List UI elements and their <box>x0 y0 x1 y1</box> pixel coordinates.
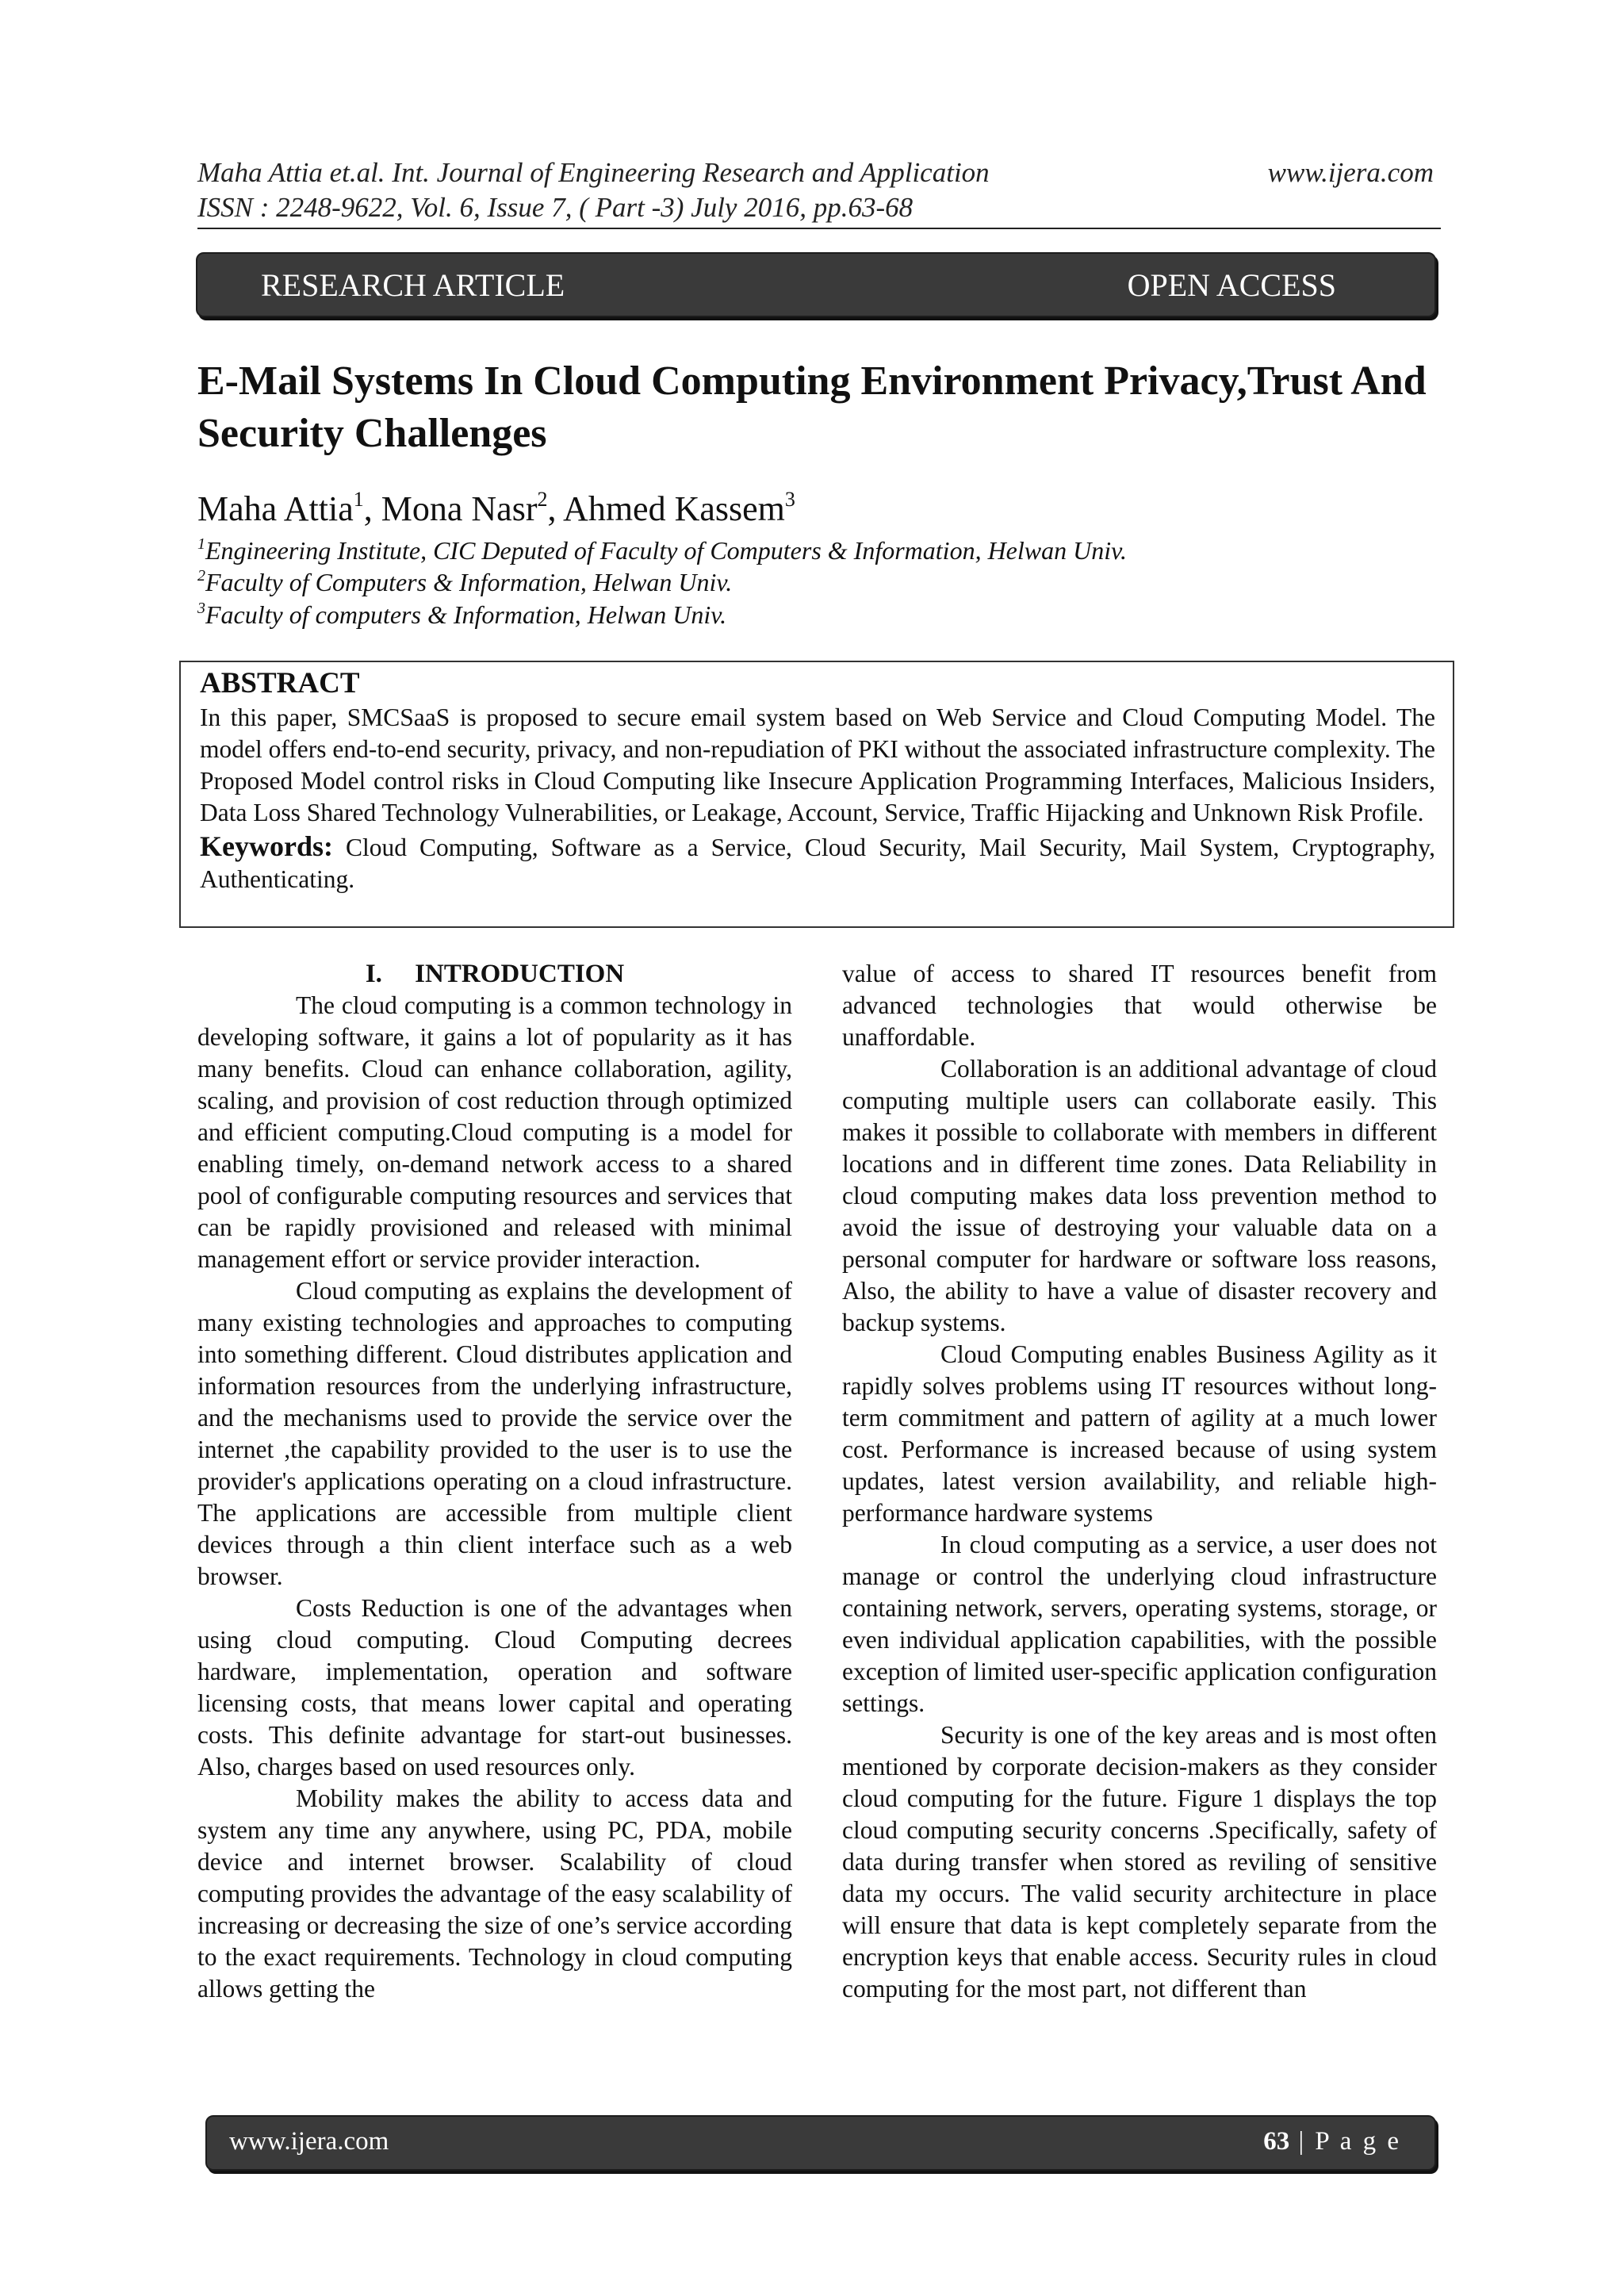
paragraph: In cloud computing as a service, a user does not manage or control the underlying cloud infrastructure containing network, servers, operating systems, storage, or even individual application capabilities, with the possible exception of limited user-specific application configuration settings. <box>842 1531 1437 1717</box>
author-separator: , <box>547 489 564 528</box>
journal-website[interactable]: www.ijera.com <box>1267 157 1434 188</box>
affiliation-text: Faculty of Computers & Information, Helwan Univ. <box>205 568 733 596</box>
page-footer <box>205 2115 1436 2171</box>
footer-website[interactable]: www.ijera.com <box>229 2127 389 2156</box>
author-affiliation-mark: 1 <box>353 488 364 511</box>
affiliation-3 <box>197 599 726 631</box>
author-affiliation-mark: 2 <box>537 488 548 511</box>
paragraph: Mobility makes the ability to access data and system any time any anywhere, using PC, PDA, mobile device and internet browser. Scalability of cloud computing provides the advantage of the easy scalability of increasing or decreasing the size of one’s service according to the exact requirements. Technology in cloud computing allows getting the <box>197 1784 792 2003</box>
affiliation-2 <box>197 566 732 598</box>
keywords <box>200 830 1435 895</box>
paragraph: The cloud computing is a common technology in developing software, it gains a lot of popularity as it has many benefits. Cloud can enhance collaboration, agility, scaling, and provision of cost reduction through optimized and efficient computing.Cloud computing is a model for enabling timely, on-demand network access to a shared pool of configurable computing resources and services that can be rapidly provisioned and released with minimal management effort or service provider interaction. <box>197 991 792 1273</box>
affiliation-text: Engineering Institute, CIC Deputed of Faculty of Computers & Information, Helwan Univ. <box>205 536 1127 565</box>
research-article-label: RESEARCH ARTICLE <box>261 267 565 303</box>
paragraph: Cloud Computing enables Business Agility as it rapidly solves problems using IT resources without long-term commitment and pattern of agility at a much lower cost. Performance is increased because of using system updates, latest version availability, and reliable high-performance hardware systems <box>842 1340 1437 1527</box>
page-suffix: | P a g e <box>1289 2127 1401 2156</box>
affiliation-mark: 2 <box>197 567 205 585</box>
page-number-label <box>1263 2127 1401 2156</box>
keywords-text: Cloud Computing, Software as a Service, Cloud Security, Mail Security, Mail System, Cryptography, Authenticating. <box>200 834 1436 893</box>
journal-citation: Maha Attia et.al. Int. Journal of Engineering Research and Application <box>197 157 990 188</box>
affiliation-text: Faculty of computers & Information, Helwan Univ. <box>205 600 727 629</box>
journal-header <box>197 155 1308 225</box>
paragraph: Collaboration is an additional advantage of cloud computing multiple users can collaborate easily. This makes it possible to collaborate with members in different locations and in different time zones. Data Reliability in cloud computing makes data loss prevention method to avoid the issue of destroying your valuable data on a personal computer for hardware or software loss reasons, Also, the ability to have a value of disaster recovery and backup systems. <box>842 1055 1437 1336</box>
keywords-label: Keywords: <box>200 830 333 862</box>
paragraph: Costs Reduction is one of the advantages when using cloud computing. Cloud Computing decrees hardware, implementation, operation and software licensing costs, that means lower capital and operating costs. This definite advantage for start-out businesses. Also, charges based on used resources only. <box>197 1594 792 1780</box>
author-affiliation-mark: 3 <box>784 488 795 511</box>
author-name: Ahmed Kassem <box>563 489 785 528</box>
author-separator: , <box>363 489 381 528</box>
abstract-box <box>179 661 1454 928</box>
author-name: Mona Nasr <box>381 489 538 528</box>
affiliation-1 <box>197 535 1127 566</box>
abstract-text: In this paper, SMCSaaS is proposed to secure email system based on Web Service and Cloud Computing Model. The model offers end-to-end security, privacy, and non-repudiation of PKI without the associated infrastructure complexity. The Proposed Model control risks in Cloud Computing like Insecure Application Programming Interfaces, Malicious Insiders, Data Loss Shared Technology Vulnerabilities, or Leakage, Account, Service, Traffic Hijacking and Unknown Risk Profile. <box>200 703 1435 826</box>
abstract-content <box>200 665 1435 895</box>
open-access-label: OPEN ACCESS <box>1127 267 1336 303</box>
paragraph: Cloud computing as explains the development of many existing technologies and approaches to computing into something different. Cloud distributes application and information resources from the underlying infrastructure, and the mechanisms used to provide the service over the internet ,the capability provided to the user is to use the provider's applications operating on a cloud infrastructure. The applications are accessible from multiple client devices through a thin client interface such as a web browser. <box>197 1277 792 1590</box>
page-number: 63 <box>1263 2127 1290 2156</box>
article-type-banner <box>196 252 1436 317</box>
paragraph-continuation: value of access to shared IT resources benefit from advanced technologies that would otherwise be unaffordable. <box>842 960 1437 1051</box>
affiliation-mark: 3 <box>197 600 205 617</box>
journal-issn: ISSN : 2248-9622, Vol. 6, Issue 7, ( Part -3) July 2016, pp.63-68 <box>197 192 914 223</box>
author-list <box>197 487 795 531</box>
author-name: Maha Attia <box>197 489 354 528</box>
paragraph: Security is one of the key areas and is most often mentioned by corporate decision-makers as they consider cloud computing for the future. Figure 1 displays the top cloud computing security concerns .Specifically, safety of data during transfer when stored as reviling of sensitive data my occurs. The valid security architecture in place will ensure that data is kept completely separate from the encryption keys that enable access. Security rules in cloud computing for the most part, not different than <box>842 1721 1437 2003</box>
right-column <box>842 958 1437 2005</box>
abstract-heading: ABSTRACT <box>200 667 360 700</box>
paper-title: E-Mail Systems In Cloud Computing Environment Privacy,Trust And Security Challenges <box>197 358 1427 456</box>
affiliation-mark: 1 <box>197 535 205 553</box>
section-heading: I. INTRODUCTION <box>365 960 625 988</box>
left-column <box>197 958 792 2005</box>
header-divider <box>197 228 1441 229</box>
